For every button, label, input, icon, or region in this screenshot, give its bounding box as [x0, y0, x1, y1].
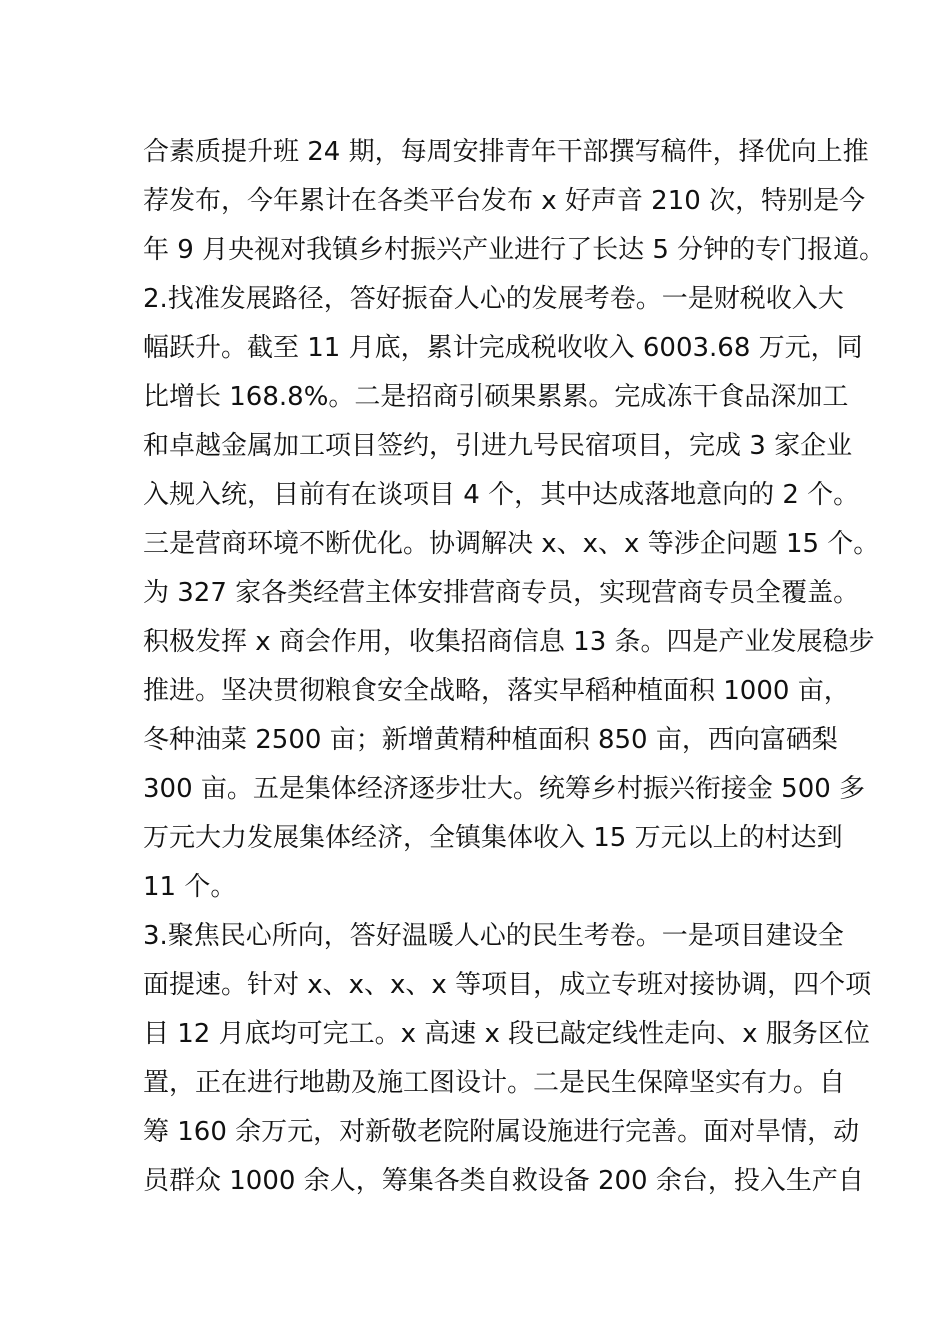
- text-line: 年 9 月央视对我镇乡村振兴产业进行了长达 5 分钟的专门报道。: [143, 235, 886, 265]
- text-line: 11 个。: [143, 872, 237, 902]
- text-line: 比增长 168.8%。二是招商引硕果累累。完成冻干食品深加工: [143, 382, 849, 412]
- section-heading-line: 3.聚焦民心所向，答好温暖人心的民生考卷。一是项目建设全: [143, 921, 844, 951]
- text-line: 面提速。针对 x、x、x、x 等项目，成立专班对接协调，四个项: [143, 970, 872, 1000]
- text-line: 合素质提升班 24 期，每周安排青年干部撰写稿件，择优向上推: [143, 137, 869, 167]
- text-line: 推进。坚决贯彻粮食安全战略，落实早稻种植面积 1000 亩，: [143, 676, 850, 706]
- text-line: 筹 160 余万元，对新敬老院附属设施进行完善。面对旱情，动: [143, 1117, 860, 1147]
- text-line: 和卓越金属加工项目签约，引进九号民宿项目，完成 3 家企业: [143, 431, 853, 461]
- section-heading-line: 2.找准发展路径，答好振奋人心的发展考卷。一是财税收入大: [143, 284, 844, 314]
- text-line: 万元大力发展集体经济，全镇集体收入 15 万元以上的村达到: [143, 823, 843, 853]
- text-line: 积极发挥 x 商会作用，收集招商信息 13 条。四是产业发展稳步: [143, 627, 875, 657]
- text-line: 入规入统，目前有在谈项目 4 个，其中达成落地意向的 2 个。: [143, 480, 860, 510]
- text-line: 幅跃升。截至 11 月底，累计完成税收收入 6003.68 万元，同: [143, 333, 863, 363]
- text-line: 三是营商环境不断优化。协调解决 x、x、x 等涉企问题 15 个。: [143, 529, 880, 559]
- text-line: 冬种油菜 2500 亩；新增黄精种植面积 850 亩，西向富硒梨: [143, 725, 838, 755]
- text-line: 为 327 家各类经营主体安排营商专员，实现营商专员全覆盖。: [143, 578, 860, 608]
- text-line: 荐发布，今年累计在各类平台发布 x 好声音 210 次，特别是今: [143, 186, 866, 216]
- text-line: 300 亩。五是集体经济逐步壮大。统筹乡村振兴衔接金 500 多: [143, 774, 866, 804]
- text-line: 目 12 月底均可完工。x 高速 x 段已敲定线性走向、x 服务区位: [143, 1019, 870, 1049]
- text-line: 员群众 1000 余人，筹集各类自救设备 200 余台，投入生产自: [143, 1166, 864, 1196]
- text-line: 置，正在进行地勘及施工图设计。二是民生保障坚实有力。自: [143, 1068, 846, 1098]
